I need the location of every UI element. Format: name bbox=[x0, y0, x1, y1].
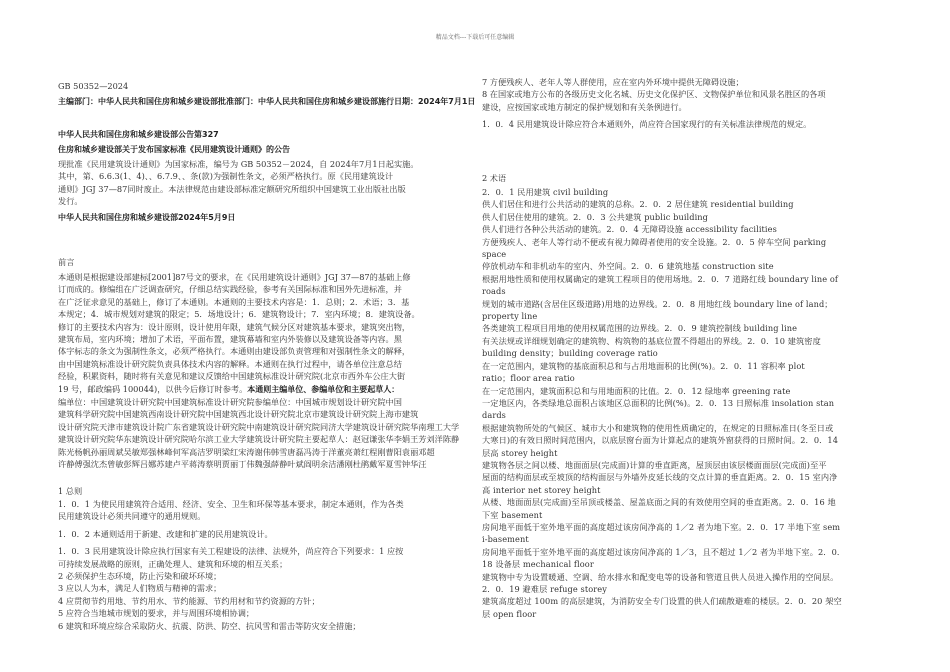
text-line: 房间地平面低于室外地平面的高度超过该房间净高的 1／3，且不超过 1／2 者为半地下室。2．0． bbox=[482, 546, 846, 557]
text-line: 设计研究院天津市建筑设计院广东省建筑设计研究院中南建筑设计研究院同济大学建筑设计研究院华南理工大学 bbox=[58, 421, 460, 432]
text-line: 1．0．1 为使民用建筑符合适用、经济、安全、卫生和环保等基本要求，制定本通则，作为各类 bbox=[58, 499, 404, 509]
text-line: 现批准《民用建筑设计通则》为国家标准，编号为 GB 50352－2024，自 2024年7月1日起实施。 bbox=[58, 159, 419, 169]
text-line: 下室 basement bbox=[482, 509, 543, 520]
department-line: 主编部门：中华人民共和国住房和城乡建设部批准部门：中华人民共和国住房和城乡建设部施行日期：2024年7月1日 bbox=[58, 97, 476, 106]
text-line: 2．0．1 民用建筑 civil building bbox=[482, 187, 609, 197]
text-span: 19 号，邮政编码 100044)，以供今后修订时参考。 bbox=[58, 383, 248, 394]
text-line: 4 应贯彻节约用地、节约用水、节约能源、节约用材和节约资源的方针； bbox=[58, 595, 320, 606]
text-line: 停放机动车和非机动车的室内、外空间。2．0．6 建筑地基 construction site bbox=[482, 261, 774, 272]
text-line: 大寒日)的有效日照时间范围内，以底层窗台面为计算起点的建筑外窗获得的日照时间。2．0．14 bbox=[482, 435, 839, 446]
text-line: 6 建筑和环境应综合采取防火、抗震、防洪、防空、抗风雪和雷击等防灾安全措施； bbox=[58, 620, 361, 631]
text-line: 根据建筑物所处的气候区、城市大小和建筑物的使用性质确定的，在规定的日照标准日(冬至日或 bbox=[482, 422, 834, 433]
text-line: 在广泛征求意见的基础上，修订了本通则。本通则的主要技术内容是：1．总则；2．术语；3．基 bbox=[58, 296, 410, 307]
text-line: 1．0．2 本通则适用于新建、改建和扩建的民用建筑设计。 bbox=[58, 528, 273, 539]
text-line: 房间地平面低于室外地平面的高度超过该房间净高的 1／2 者为地下室。2．0．17 半地下室 sem bbox=[482, 521, 841, 532]
announcement-title: 住房和城乡建设部关于发布国家标准《民用建筑设计通则》的公告 bbox=[58, 145, 290, 154]
text-line: 建筑高度超过 100m 的高层建筑，为消防安全专门设置的供人们疏散避难的楼层。2．0．20 架空 bbox=[482, 596, 842, 607]
sign-line: 中华人民共和国住房和城乡建设部2024年5月9日 bbox=[58, 213, 236, 222]
text-line: 有关法规或详细规划确定的建筑物、构筑物的基底位置不得超出的界线。2．0．10 建筑密度 bbox=[482, 335, 821, 346]
text-line: 1．0．4 民用建筑设计除应符合本通则外，尚应符合国家现行的有关标准法律规范的规定。 bbox=[482, 119, 812, 130]
text-line: 供人们居住和进行公共活动的建筑的总称。2．0．2 居住建筑 residential building bbox=[482, 199, 794, 210]
text-line: 建筑科学研究院中国建筑西南设计研究院中国建筑西北设计研究院北京市建筑设计研究院上海市建筑 bbox=[58, 409, 419, 420]
text-line: 在一定范围内，建筑物的基底面积总和与占用地面积的比例(%)。2．0．11 容积率 plot bbox=[482, 360, 805, 371]
preface-body bbox=[58, 271, 463, 471]
text-line: dards bbox=[482, 410, 506, 421]
standard-code: GB 50352—2024 bbox=[58, 81, 129, 91]
text-line bbox=[58, 383, 463, 396]
chapter-1-continued bbox=[482, 76, 894, 131]
text-line: 可持续发展战略的原则，正确处理人、建筑和环境的相互关系； bbox=[58, 558, 288, 569]
text-line: 屋面的结构面层或至坡顶的结构面层与外墙外皮延长线的交点计算的垂直距离。2．0．15 室内净 bbox=[482, 472, 838, 483]
text-line: 建筑设计研究院华东建筑设计研究院哈尔滨工业大学建筑设计研究院主要起草人：赵冠谦张华李娟王芳刘洋陈静 bbox=[58, 434, 460, 445]
chapter-2-body bbox=[482, 186, 894, 620]
text-line: 民用建筑设计必须共同遵守的通用规则。 bbox=[58, 511, 206, 522]
preface-title: 前言 bbox=[58, 257, 75, 267]
text-line: 供人们进行各种公共活动的建筑。2．0．4 无障碍设施 accessibility facilities bbox=[482, 224, 777, 235]
text-line: 建筑物各层之间以楼、地面面层(完成面)计算的垂直距离，屋顶层由该层楼面面层(完成面)至平 bbox=[482, 459, 827, 470]
text-line: 供人们居住使用的建筑。2．0．3 公共建筑 public building bbox=[482, 211, 709, 222]
text-line: space bbox=[482, 249, 507, 260]
text-line: 建筑物中专为设置暖通、空调、给水排水和配变电等的设备和管道且供人员进入操作用的空间层。 bbox=[482, 571, 839, 582]
text-line: 由中国建筑标准设计研究院负责具体技术内容的解释。本通则在执行过程中，请各单位注意总结 bbox=[58, 358, 402, 369]
text-line: 方便残疾人、老年人等行动不便或有视力障碍者使用的安全设施。2．0．5 停车空间 parking bbox=[482, 236, 827, 247]
text-line: 7 方便残疾人、老年人等人群使用，应在室内外环境中提供无障碍设施； bbox=[482, 77, 744, 87]
text-line: 陈光杨帆孙丽周斌吴敏郑强林峰何军高洁罗明梁红宋涛谢伟韩雪唐磊冯涛于洋董亮萧红程刚曹阳袁丽邓超 bbox=[58, 446, 435, 457]
announcement-number: 中华人民共和国住房和城乡建设部公告第327 bbox=[58, 130, 219, 139]
text-line: 体字标志的条文为强制性条文，必须严格执行。本通则由建设部负责管理和对强制性条文的解释， bbox=[58, 346, 411, 357]
text-line: 其中，第、6.6.3(1、4)、、6.7.9、、条(款)为强制性条文，必须严格执行。原《民用建筑设计 bbox=[58, 171, 394, 182]
chapter-1-body bbox=[58, 498, 463, 632]
text-line: 各类建筑工程项目用地的使用权属范围的边界线。2．0．9 建筑控制线 building line bbox=[482, 323, 798, 334]
text-line: property line bbox=[482, 311, 538, 322]
text-line: 层 open floor bbox=[482, 608, 537, 619]
text-line: 在一定范围内，建筑面积总和与用地面积的比值。2．0．12 绿地率 greening rate bbox=[482, 385, 791, 396]
text-line: 1．0．3 民用建筑设计除应执行国家有关工程建设的法律、法规外，尚应符合下列要求：1 应按 bbox=[58, 546, 404, 557]
text-line: 3 应以人为本，满足人们物质与精神的需求； bbox=[58, 583, 222, 594]
text-line: 高 interior net storey height bbox=[482, 484, 601, 495]
bold-span: 本通则主编单位、参编单位和主要起草人： bbox=[247, 384, 400, 394]
chapter-1-title: 1 总则 bbox=[58, 486, 83, 496]
text-line: 根据用地性质和使用权属确定的建筑工程项目的使用场地。2．0．7 道路红线 boundary line of bbox=[482, 273, 839, 284]
text-line: 层高 storey height bbox=[482, 447, 558, 458]
text-line: 建设，应按国家或地方制定的保护规划和有关条例进行。 bbox=[482, 101, 687, 112]
text-line: 规划的城市道路(含居住区级道路)用地的边界线。2．0．8 用地红线 boundary line of land； bbox=[482, 298, 833, 309]
text-line: 本规定；4．城市规划对建筑的限定；5．场地设计；6．建筑物设计；7．室内环境；8．建筑设备。 bbox=[58, 309, 420, 320]
text-line: 发行。 bbox=[58, 196, 83, 207]
text-line: 从楼、地面面层(完成面)至吊顶或楼盖、屋盖底面之间的有效使用空间的垂直距离。2．0．16 地 bbox=[482, 497, 836, 508]
text-line: ratio；floor area ratio bbox=[482, 373, 575, 384]
text-line: 5 应符合当地城市规划的要求，并与周围环境相协调； bbox=[58, 608, 255, 619]
text-line: 许静傅强沈杰曾敏彭辉吕娜苏建卢平蒋涛蔡明贾丽丁伟魏强薛静叶斌阎明余洁潘刚杜鹃戴军夏雪钟华汪 bbox=[58, 459, 427, 470]
text-line: 一定地区内，各类绿地总面积占该地区总面积的比例(%)。2．0．13 日照标准 insolation stan bbox=[482, 397, 835, 408]
text-line: 编单位：中国建筑设计研究院中国建筑标准设计研究院参编单位：中国城市规划设计研究院中国 bbox=[58, 397, 402, 408]
text-line: 2．0．19 避难层 refuge storey bbox=[482, 584, 607, 594]
text-line: roads bbox=[482, 286, 506, 297]
text-line: 经验，积累资料，随时将有关意见和建议反馈给中国建筑标准设计研究院(北京市西外车公庄大街 bbox=[58, 371, 406, 382]
text-line: 18 设备层 mechanical floor bbox=[482, 559, 594, 570]
text-line: 8 在国家或地方公布的各级历史文化名城、历史文化保护区、文物保护单位和风景名胜区的各项 bbox=[482, 89, 826, 100]
text-line: 本通则是根据建设部建标[2001]87号文的要求，在《民用建筑设计通则》JGJ 37—87的基础上修 bbox=[58, 272, 411, 282]
chapter-2-title: 2 术语 bbox=[482, 173, 507, 183]
text-line: 订而成的。修编组在广泛调查研究，仔细总结实践经验，参考有关国际标准和国外先进标准，并 bbox=[58, 284, 402, 295]
text-line: 2 必须保护生态环境，防止污染和破坏环境； bbox=[58, 571, 222, 582]
text-line: 修订的主要技术内容为：设计原则，设计使用年限，建筑气候分区对建筑基本要求，建筑突出物， bbox=[58, 321, 411, 332]
announcement-body bbox=[58, 158, 463, 208]
text-line: 通则》JGJ 37—87同时废止。本法律规范由建设部标准定额研究所组织中国建筑工业出版社出版 bbox=[58, 183, 406, 194]
text-line: i-basement bbox=[482, 534, 529, 545]
page-header: 精品文档---下载后可任意编辑 bbox=[435, 34, 515, 41]
text-line: 建筑布局，室内环境；增加了术语，平面布置，建筑幕墙和室内外装修以及建筑设备等内容。黑 bbox=[58, 334, 402, 345]
text-line: building density；building coverage ratio bbox=[482, 348, 658, 359]
